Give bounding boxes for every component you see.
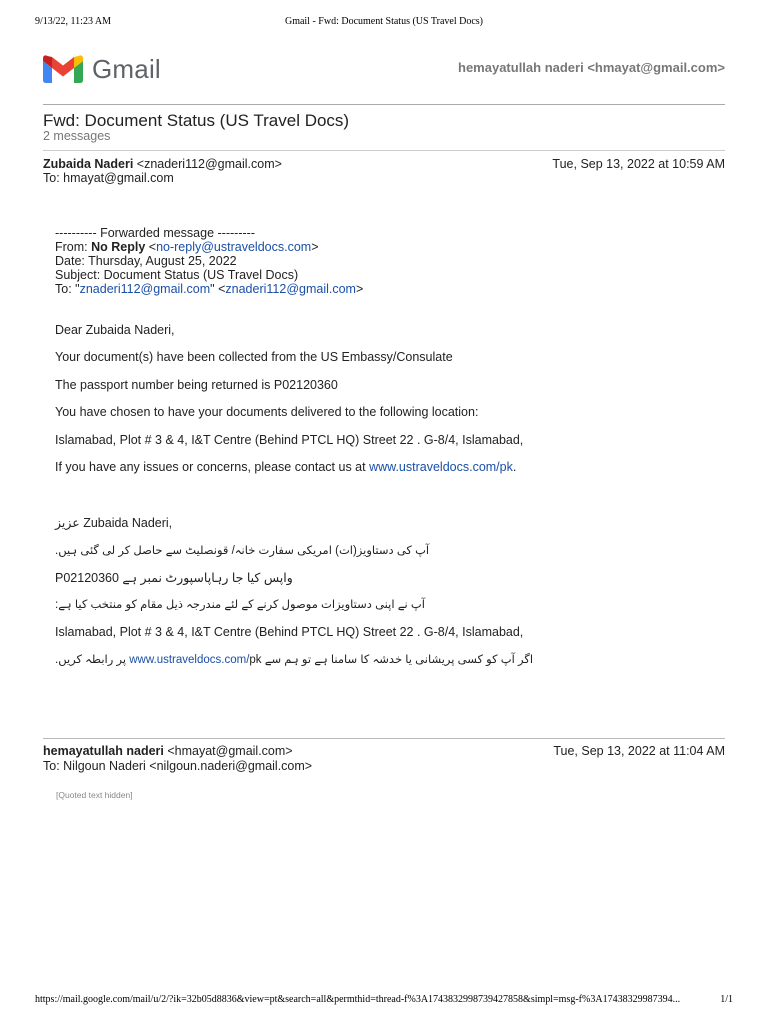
forwarded-from	[55, 240, 319, 254]
ustraveldocs-link[interactable]: www.ustraveldocs.com/pk	[369, 460, 513, 474]
forwarded-to-label: To: "	[55, 282, 80, 296]
forwarded-to	[55, 282, 363, 296]
print-header	[35, 16, 733, 30]
urdu-line-contact	[55, 652, 533, 666]
forwarded-to-mid: " <	[210, 282, 226, 296]
urdu-contact-suffix: pk پر رابطہ کریں.	[55, 654, 262, 666]
message1-sender-name: Zubaida Naderi	[43, 157, 134, 171]
urdu-ustraveldocs-link[interactable]: www.ustraveldocs.com/	[129, 654, 250, 666]
urdu-line-passport: واپس کیا جا رہاپاسپورٹ نمبر ہے P02120360	[55, 571, 293, 585]
forwarded-from-name: No Reply	[91, 240, 146, 254]
urdu-line-address: Islamabad, Plot # 3 & 4, I&T Centre (Behind PTCL HQ) Street 22 . G-8/4, Islamabad,	[55, 625, 524, 639]
print-page-number: 1/1	[720, 994, 733, 1005]
message-divider	[43, 738, 725, 739]
urdu-contact-text: اگر آپ کو کسی پریشانی یا خدشہ کا سامنا ہے تو ہم سے	[261, 654, 534, 666]
quoted-text-hidden[interactable]: [Quoted text hidden]	[56, 790, 133, 800]
body-line-passport: The passport number being returned is P02120360	[55, 378, 338, 392]
thread-message-count: 2 messages	[43, 129, 111, 143]
message1-sender-email: <znaderi112@gmail.com>	[133, 157, 282, 171]
message1-recipients: To: hmayat@gmail.com	[43, 171, 174, 185]
header-divider	[43, 104, 725, 105]
thread-subject: Fwd: Document Status (US Travel Docs)	[43, 111, 350, 130]
forward-header: ---------- Forwarded message ---------	[55, 226, 255, 240]
forwarded-to-close: >	[355, 282, 364, 296]
gmail-m-logo-icon	[43, 55, 83, 83]
account-identity: hemayatullah naderi <hmayat@gmail.com>	[458, 60, 725, 75]
print-datetime: 9/13/22, 11:23 AM	[35, 16, 112, 27]
forwarded-from-close: >	[311, 240, 319, 254]
urdu-line-collected: آپ کی دستاویز(ات) امریکی سفارت خانہ/ قونصلیٹ سے حاصل کر لی گئی ہیں.	[55, 545, 430, 557]
body-line-collected: Your document(s) have been collected from the US Embassy/Consulate	[55, 350, 453, 364]
thread-divider	[43, 150, 725, 151]
message2-sender[interactable]	[43, 744, 293, 758]
forwarded-from-open: <	[145, 240, 157, 254]
forwarded-date: Date: Thursday, August 25, 2022	[55, 254, 237, 268]
message2-sender-name: hemayatullah naderi	[43, 744, 164, 758]
contact-text: If you have any issues or concerns, please contact us at	[55, 460, 370, 474]
print-footer	[35, 994, 733, 1008]
forwarded-to-link-1[interactable]: znaderi112@gmail.com	[79, 282, 211, 296]
message1-sender[interactable]	[43, 157, 282, 171]
body-line-delivery: You have chosen to have your documents delivered to the following location:	[55, 405, 479, 419]
body-line-contact	[55, 460, 516, 474]
print-url: https://mail.google.com/mail/u/2/?ik=32b05d8836&view=pt&search=all&permthid=thread-f%3A1743832998739427858&simpl=msg-f%3A17438329987394...	[35, 994, 681, 1005]
message2-recipients: To: Nilgoun Naderi <nilgoun.naderi@gmail.com>	[43, 759, 313, 773]
urdu-line-delivery: آپ نے اپنی دستاویزات موصول کرنے کے لئے مندرجہ ذیل مقام کو منتخب کیا ہے:	[55, 599, 425, 611]
urdu-greeting: عزیز Zubaida Naderi,	[55, 516, 173, 530]
message2-sender-email: <hmayat@gmail.com>	[163, 744, 293, 758]
forwarded-subject: Subject: Document Status (US Travel Docs)	[55, 268, 299, 282]
print-page-title: Gmail - Fwd: Document Status (US Travel Docs)	[284, 16, 484, 27]
gmail-logo[interactable]	[43, 55, 173, 85]
greeting: Dear Zubaida Naderi,	[55, 323, 175, 337]
forwarded-to-link-2[interactable]: znaderi112@gmail.com	[225, 282, 356, 296]
body-line-address: Islamabad, Plot # 3 & 4, I&T Centre (Behind PTCL HQ) Street 22 . G-8/4, Islamabad,	[55, 433, 524, 447]
gmail-wordmark: Gmail	[92, 54, 161, 84]
forwarded-from-label: From:	[55, 240, 92, 254]
contact-period: .	[512, 460, 517, 474]
message2-date: Tue, Sep 13, 2022 at 11:04 AM	[553, 744, 725, 758]
forwarded-from-email-link[interactable]: no-reply@ustraveldocs.com	[156, 240, 312, 254]
message1-date: Tue, Sep 13, 2022 at 10:59 AM	[552, 157, 725, 171]
